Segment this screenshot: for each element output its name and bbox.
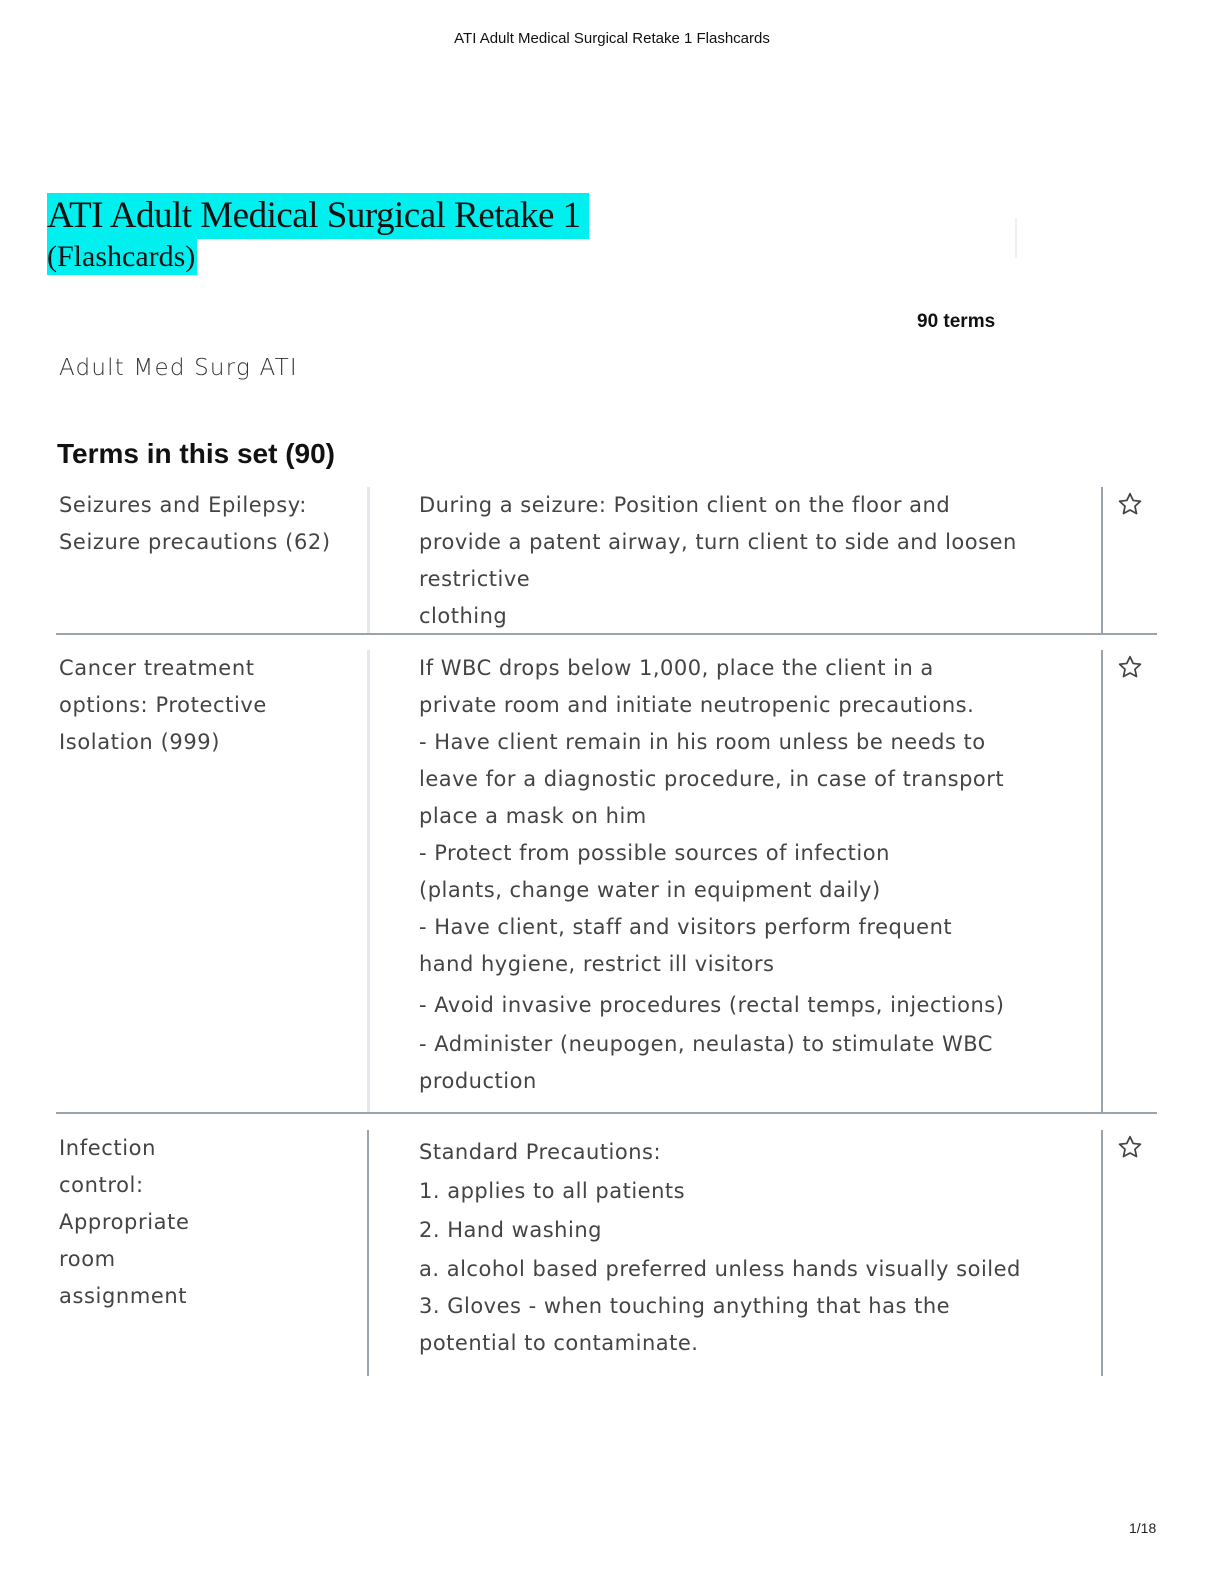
row-divider (56, 633, 1157, 635)
term-line: Seizures and Epilepsy: (59, 493, 307, 517)
definition-line: hand hygiene, restrict ill visitors (419, 952, 775, 976)
term-line: room (59, 1247, 116, 1271)
flashcard-row (56, 650, 1157, 1115)
term-line: control: (59, 1173, 144, 1197)
card-term (59, 487, 359, 561)
definition-line: 3. Gloves - when touching anything that has the (419, 1294, 951, 1318)
term-line: Isolation (999) (59, 730, 221, 754)
definition-line: clothing (419, 604, 508, 628)
card-term (59, 1130, 359, 1315)
definition-line: production (419, 1069, 537, 1093)
title-line-1: ATI Adult Medical Surgical Retake 1 (47, 193, 589, 239)
definition-line: Standard Precautions: (419, 1140, 662, 1164)
card-definition (419, 487, 1079, 635)
term-line: options: Protective (59, 693, 267, 717)
column-divider (1101, 1130, 1103, 1376)
star-icon[interactable] (1117, 654, 1143, 680)
term-count: 90 terms (917, 311, 996, 332)
definition-line: 1. applies to all patients (419, 1179, 686, 1203)
star-icon[interactable] (1117, 1134, 1143, 1160)
definition-line: 2. Hand washing (419, 1218, 602, 1242)
definition-line: place a mask on him (419, 804, 647, 828)
title-line-2: (Flashcards) (47, 240, 196, 273)
definition-line: - Have client, staff and visitors perform frequent (419, 915, 953, 939)
definition-line: - Avoid invasive procedures (rectal temps, injections) (419, 993, 1005, 1017)
running-header: ATI Adult Medical Surgical Retake 1 Flashcards (454, 30, 770, 47)
page-number: 1/18 (1129, 1520, 1157, 1536)
definition-line: (plants, change water in equipment daily) (419, 878, 881, 902)
column-divider (367, 1130, 369, 1376)
set-subtitle: Adult Med Surg ATI (59, 355, 298, 381)
column-divider (1101, 650, 1103, 1112)
flashcard-row (56, 1130, 1157, 1376)
definition-line: private room and initiate neutropenic precautions. (419, 693, 975, 717)
definition-line: leave for a diagnostic procedure, in case of transport (419, 767, 1005, 791)
definition-line: potential to contaminate. (419, 1331, 699, 1355)
term-line: Cancer treatment (59, 656, 255, 680)
row-divider (56, 1112, 1157, 1114)
definition-line: - Protect from possible sources of infection (419, 841, 890, 865)
term-line: Appropriate (59, 1210, 190, 1234)
definition-line: provide a patent airway, turn client to side and loosen (419, 530, 1017, 554)
document-title (47, 193, 589, 275)
term-line: Infection (59, 1136, 156, 1160)
column-divider (367, 650, 370, 1112)
column-divider (1101, 487, 1103, 634)
definition-line: During a seizure: Position client on the floor and (419, 493, 951, 517)
star-icon[interactable] (1117, 491, 1143, 517)
definition-line: - Administer (neupogen, neulasta) to stimulate WBC (419, 1032, 993, 1056)
term-line: assignment (59, 1284, 188, 1308)
definition-line: a. alcohol based preferred unless hands visually soiled (419, 1257, 1021, 1281)
card-definition (419, 650, 1079, 1100)
column-divider (367, 487, 370, 633)
term-line: Seizure precautions (62) (59, 530, 331, 554)
flashcard-row (56, 487, 1157, 637)
divider (1015, 218, 1017, 258)
section-heading: Terms in this set (90) (57, 438, 336, 469)
card-definition (419, 1134, 1079, 1362)
definition-line: restrictive (419, 567, 531, 591)
definition-line: - Have client remain in his room unless be needs to (419, 730, 986, 754)
definition-line: If WBC drops below 1,000, place the client in a (419, 656, 934, 680)
card-term (59, 650, 359, 761)
